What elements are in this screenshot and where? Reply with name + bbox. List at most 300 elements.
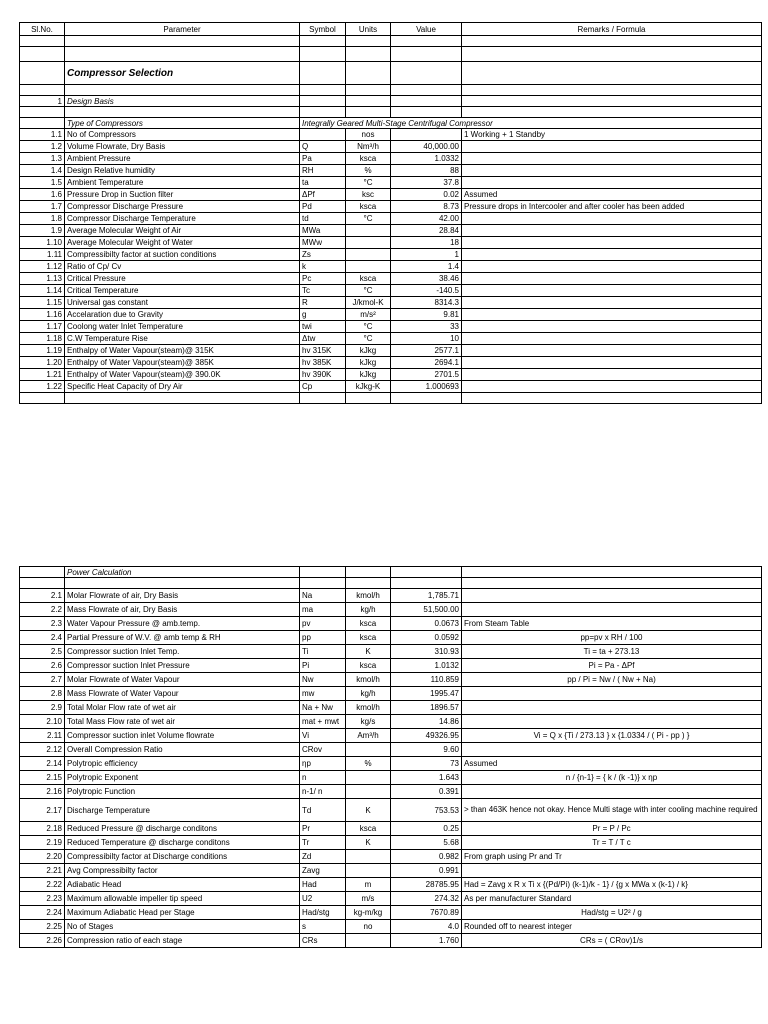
remarks-cell: Rounded off to nearest integer xyxy=(462,920,762,934)
parameter-cell: Coolong water Inlet Temperature xyxy=(65,321,300,333)
header-value: Value xyxy=(391,23,462,36)
row-number: 1.11 xyxy=(20,249,65,261)
units-cell: nos xyxy=(346,129,391,141)
value-cell: 274.32 xyxy=(391,892,462,906)
row-number: 2.20 xyxy=(20,850,65,864)
remarks-cell: Assumed xyxy=(462,757,762,771)
parameter-cell: Polytropic Exponent xyxy=(65,771,300,785)
value-cell: 5.68 xyxy=(391,836,462,850)
row-number: 1.17 xyxy=(20,321,65,333)
value-cell: 2694.1 xyxy=(391,357,462,369)
remarks-cell xyxy=(462,381,762,393)
row-number: 2.3 xyxy=(20,617,65,631)
parameter-cell: Compressor suction inlet Volume flowrate xyxy=(65,729,300,743)
table-row xyxy=(20,799,762,822)
value-cell: 2577.1 xyxy=(391,345,462,357)
remarks-cell: Pi = Pa - ΔPf xyxy=(462,659,762,673)
table-row xyxy=(20,617,762,631)
parameter-cell: Accelaration due to Gravity xyxy=(65,309,300,321)
parameter-cell: Ambient Temperature xyxy=(65,177,300,189)
blank-row xyxy=(20,393,762,404)
remarks-cell xyxy=(462,273,762,285)
row-number: 1.8 xyxy=(20,213,65,225)
table-row xyxy=(20,141,762,153)
table-row xyxy=(20,345,762,357)
symbol-cell: RH xyxy=(300,165,346,177)
compressor-type-label: Type of Compressors xyxy=(65,118,300,129)
blank-row xyxy=(20,107,762,118)
row-number: 2.22 xyxy=(20,878,65,892)
value-cell: 1.4 xyxy=(391,261,462,273)
units-cell: ksca xyxy=(346,631,391,645)
remarks-cell xyxy=(462,285,762,297)
symbol-cell: CRs xyxy=(300,934,346,948)
value-cell: 1.643 xyxy=(391,771,462,785)
row-number: 2.25 xyxy=(20,920,65,934)
table-row xyxy=(20,309,762,321)
design-basis-number: 1 xyxy=(20,96,65,107)
value-cell: 88 xyxy=(391,165,462,177)
value-cell: 1896.57 xyxy=(391,701,462,715)
symbol-cell: n xyxy=(300,771,346,785)
remarks-cell xyxy=(462,785,762,799)
units-cell: ksca xyxy=(346,822,391,836)
units-cell xyxy=(346,237,391,249)
value-cell: 753.53 xyxy=(391,799,462,822)
units-cell: ksca xyxy=(346,153,391,165)
value-cell: 1.0332 xyxy=(391,153,462,165)
table-row xyxy=(20,701,762,715)
parameter-cell: Polytropic Function xyxy=(65,785,300,799)
table-row xyxy=(20,153,762,165)
remarks-cell: pp / Pi = Nw / ( Nw + Na) xyxy=(462,673,762,687)
symbol-cell: g xyxy=(300,309,346,321)
symbol-cell: MWa xyxy=(300,225,346,237)
remarks-cell xyxy=(462,701,762,715)
parameter-cell: Molar Flowrate of Water Vapour xyxy=(65,673,300,687)
symbol-cell: twi xyxy=(300,321,346,333)
value-cell: 38.46 xyxy=(391,273,462,285)
symbol-cell: Na xyxy=(300,589,346,603)
row-number: 2.14 xyxy=(20,757,65,771)
header-row xyxy=(20,23,762,36)
units-cell xyxy=(346,864,391,878)
symbol-cell: hv 315K xyxy=(300,345,346,357)
table-row xyxy=(20,729,762,743)
parameter-cell: Mass Flowrate of air, Dry Basis xyxy=(65,603,300,617)
blank-row xyxy=(20,47,762,62)
units-cell xyxy=(346,249,391,261)
symbol-cell: hv 390K xyxy=(300,369,346,381)
row-number: 1.3 xyxy=(20,153,65,165)
blank-row xyxy=(20,578,762,589)
units-cell: m/s xyxy=(346,892,391,906)
value-cell: 9.81 xyxy=(391,309,462,321)
units-cell: kg/h xyxy=(346,687,391,701)
parameter-cell: Polytropic efficiency xyxy=(65,757,300,771)
parameter-cell: Average Molecular Weight of Air xyxy=(65,225,300,237)
symbol-cell: pv xyxy=(300,617,346,631)
row-number: 1.18 xyxy=(20,333,65,345)
parameter-cell: Discharge Temperature xyxy=(65,799,300,822)
units-cell: K xyxy=(346,799,391,822)
row-number: 2.12 xyxy=(20,743,65,757)
blank-row xyxy=(20,85,762,96)
table-row xyxy=(20,589,762,603)
units-cell: no xyxy=(346,920,391,934)
units-cell: kmol/h xyxy=(346,701,391,715)
table-row xyxy=(20,771,762,785)
value-cell: 33 xyxy=(391,321,462,333)
row-number: 1.13 xyxy=(20,273,65,285)
value-cell: 8.73 xyxy=(391,201,462,213)
value-cell: 14.86 xyxy=(391,715,462,729)
symbol-cell: MWw xyxy=(300,237,346,249)
parameter-cell: Reduced Temperature @ discharge conditons xyxy=(65,836,300,850)
row-number: 1.2 xyxy=(20,141,65,153)
units-cell: kg-m/kg xyxy=(346,906,391,920)
row-number: 2.19 xyxy=(20,836,65,850)
units-cell: °C xyxy=(346,321,391,333)
symbol-cell xyxy=(300,129,346,141)
symbol-cell: ma xyxy=(300,603,346,617)
parameter-cell: Compressor Discharge Pressure xyxy=(65,201,300,213)
remarks-cell xyxy=(462,687,762,701)
table-row xyxy=(20,603,762,617)
remarks-cell: CRs = ( CRov)1/s xyxy=(462,934,762,948)
row-number: 2.15 xyxy=(20,771,65,785)
units-cell: kmol/h xyxy=(346,589,391,603)
table-row xyxy=(20,165,762,177)
symbol-cell: Td xyxy=(300,799,346,822)
power-calculation-table xyxy=(19,566,762,948)
remarks-cell xyxy=(462,357,762,369)
symbol-cell: Zs xyxy=(300,249,346,261)
compressor-type-value: Integrally Geared Multi-Stage Centrifugal Compressor xyxy=(300,118,762,129)
row-number: 1.16 xyxy=(20,309,65,321)
value-cell: 1995.47 xyxy=(391,687,462,701)
table-row xyxy=(20,673,762,687)
value-cell: 1 xyxy=(391,249,462,261)
row-number: 2.26 xyxy=(20,934,65,948)
units-cell: °C xyxy=(346,333,391,345)
parameter-cell: Avg Compressibilty factor xyxy=(65,864,300,878)
units-cell: ksca xyxy=(346,659,391,673)
remarks-cell xyxy=(462,743,762,757)
parameter-cell: Compression ratio of each stage xyxy=(65,934,300,948)
parameter-cell: Enthalpy of Water Vapour(steam)@ 385K xyxy=(65,357,300,369)
parameter-cell: Pressure Drop in Suction filter xyxy=(65,189,300,201)
table-row xyxy=(20,715,762,729)
parameter-cell: Enthalpy of Water Vapour(steam)@ 390.0K xyxy=(65,369,300,381)
row-number: 1.15 xyxy=(20,297,65,309)
parameter-cell: Ambient Pressure xyxy=(65,153,300,165)
parameter-cell: Reduced Pressure @ discharge conditons xyxy=(65,822,300,836)
table-row xyxy=(20,878,762,892)
value-cell: 10 xyxy=(391,333,462,345)
symbol-cell: Zd xyxy=(300,850,346,864)
value-cell: -140.5 xyxy=(391,285,462,297)
remarks-cell xyxy=(462,603,762,617)
units-cell: m/s² xyxy=(346,309,391,321)
value-cell: 1.0132 xyxy=(391,659,462,673)
row-number: 2.21 xyxy=(20,864,65,878)
units-cell xyxy=(346,225,391,237)
remarks-cell xyxy=(462,177,762,189)
units-cell: Am³/h xyxy=(346,729,391,743)
remarks-cell: Pressure drops in Intercooler and after cooler has been added xyxy=(462,201,762,213)
value-cell: 0.02 xyxy=(391,189,462,201)
remarks-cell xyxy=(462,864,762,878)
symbol-cell: Q xyxy=(300,141,346,153)
symbol-cell: Nw xyxy=(300,673,346,687)
row-number: 1.4 xyxy=(20,165,65,177)
row-number: 1.1 xyxy=(20,129,65,141)
table-row xyxy=(20,785,762,799)
row-number: 2.9 xyxy=(20,701,65,715)
remarks-cell xyxy=(462,333,762,345)
symbol-cell: hv 385K xyxy=(300,357,346,369)
table-row xyxy=(20,757,762,771)
symbol-cell: Tc xyxy=(300,285,346,297)
row-number: 1.5 xyxy=(20,177,65,189)
row-number: 1.12 xyxy=(20,261,65,273)
parameter-cell: Design Relative humidity xyxy=(65,165,300,177)
remarks-cell xyxy=(462,249,762,261)
units-cell: °C xyxy=(346,213,391,225)
parameter-cell: Ratio of Cp/ Cv xyxy=(65,261,300,273)
remarks-cell xyxy=(462,589,762,603)
symbol-cell: mat + mwt xyxy=(300,715,346,729)
symbol-cell: Pa xyxy=(300,153,346,165)
parameter-cell: Compressor Discharge Temperature xyxy=(65,213,300,225)
parameter-cell: No of Stages xyxy=(65,920,300,934)
symbol-cell: Pr xyxy=(300,822,346,836)
value-cell: 49326.95 xyxy=(391,729,462,743)
row-number: 2.11 xyxy=(20,729,65,743)
row-number: 2.16 xyxy=(20,785,65,799)
value-cell: 1,785.71 xyxy=(391,589,462,603)
table-row xyxy=(20,201,762,213)
parameter-cell: Water Vapour Pressure @ amb.temp. xyxy=(65,617,300,631)
parameter-cell: Overall Compression Ratio xyxy=(65,743,300,757)
parameter-cell: Compressor suction Inlet Temp. xyxy=(65,645,300,659)
row-number: 1.10 xyxy=(20,237,65,249)
table-row xyxy=(20,177,762,189)
units-cell: J/kmol-K xyxy=(346,297,391,309)
table-row xyxy=(20,381,762,393)
symbol-cell: CRov xyxy=(300,743,346,757)
row-number: 2.24 xyxy=(20,906,65,920)
value-cell: 0.0673 xyxy=(391,617,462,631)
row-number: 2.10 xyxy=(20,715,65,729)
parameter-cell: Mass Flowrate of Water Vapour xyxy=(65,687,300,701)
remarks-cell: n / {n-1} = { k / (k -1)} x ηp xyxy=(462,771,762,785)
units-cell: Nm³/h xyxy=(346,141,391,153)
units-cell: % xyxy=(346,757,391,771)
remarks-cell xyxy=(462,213,762,225)
table-row xyxy=(20,213,762,225)
units-cell: kmol/h xyxy=(346,673,391,687)
remarks-cell: Ti = ta + 273.13 xyxy=(462,645,762,659)
units-cell xyxy=(346,850,391,864)
remarks-cell: From graph using Pr and Tr xyxy=(462,850,762,864)
units-cell: ksca xyxy=(346,617,391,631)
table-row xyxy=(20,297,762,309)
remarks-cell: Had/stg = U2² / g xyxy=(462,906,762,920)
value-cell: 8314.3 xyxy=(391,297,462,309)
units-cell: kJkg xyxy=(346,345,391,357)
units-cell: °C xyxy=(346,177,391,189)
header-parameter: Parameter xyxy=(65,23,300,36)
remarks-cell xyxy=(462,297,762,309)
parameter-cell: Enthalpy of Water Vapour(steam)@ 315K xyxy=(65,345,300,357)
parameter-cell: Adiabatic Head xyxy=(65,878,300,892)
blank-row xyxy=(20,36,762,47)
remarks-cell: > than 463K hence not okay. Hence Multi stage with inter cooling machine required xyxy=(462,799,762,822)
row-number: 2.2 xyxy=(20,603,65,617)
row-number: 2.8 xyxy=(20,687,65,701)
row-number: 1.21 xyxy=(20,369,65,381)
units-cell: kJkg-K xyxy=(346,381,391,393)
row-number: 1.6 xyxy=(20,189,65,201)
units-cell xyxy=(346,743,391,757)
table-row xyxy=(20,659,762,673)
remarks-cell xyxy=(462,345,762,357)
table-row xyxy=(20,237,762,249)
parameter-cell: Critical Pressure xyxy=(65,273,300,285)
row-number: 2.18 xyxy=(20,822,65,836)
compressor-type-row xyxy=(20,118,762,129)
symbol-cell: Tr xyxy=(300,836,346,850)
parameter-cell: Maximum Adiabatic Head per Stage xyxy=(65,906,300,920)
symbol-cell: Na + Nw xyxy=(300,701,346,715)
row-number: 1.14 xyxy=(20,285,65,297)
value-cell: 0.25 xyxy=(391,822,462,836)
symbol-cell: ta xyxy=(300,177,346,189)
parameter-cell: C.W Temperature Rise xyxy=(65,333,300,345)
symbol-cell: Had/stg xyxy=(300,906,346,920)
parameter-cell: Total Mass Flow rate of wet air xyxy=(65,715,300,729)
section-title-row xyxy=(20,62,762,85)
row-number: 2.1 xyxy=(20,589,65,603)
table-row xyxy=(20,631,762,645)
value-cell: 7670.89 xyxy=(391,906,462,920)
table-row xyxy=(20,906,762,920)
table-row xyxy=(20,321,762,333)
header-symbol: Symbol xyxy=(300,23,346,36)
units-cell: K xyxy=(346,645,391,659)
symbol-cell: k xyxy=(300,261,346,273)
table-row xyxy=(20,261,762,273)
units-cell: m xyxy=(346,878,391,892)
remarks-cell xyxy=(462,715,762,729)
section-title-row xyxy=(20,567,762,578)
value-cell: 28785.95 xyxy=(391,878,462,892)
header-slno: Sl.No. xyxy=(20,23,65,36)
symbol-cell: ηp xyxy=(300,757,346,771)
parameter-cell: Total Molar Flow rate of wet air xyxy=(65,701,300,715)
compressor-selection-table xyxy=(19,22,762,404)
symbol-cell: Vi xyxy=(300,729,346,743)
table-row xyxy=(20,864,762,878)
row-number: 1.19 xyxy=(20,345,65,357)
table-row xyxy=(20,129,762,141)
row-number: 2.5 xyxy=(20,645,65,659)
remarks-cell xyxy=(462,309,762,321)
parameter-cell: Critical Temperature xyxy=(65,285,300,297)
units-cell: kg/h xyxy=(346,603,391,617)
table-row xyxy=(20,249,762,261)
units-cell: % xyxy=(346,165,391,177)
symbol-cell: Cp xyxy=(300,381,346,393)
table-row xyxy=(20,934,762,948)
symbol-cell: Pd xyxy=(300,201,346,213)
units-cell: °C xyxy=(346,285,391,297)
row-number: 2.4 xyxy=(20,631,65,645)
remarks-cell: As per manufacturer Standard xyxy=(462,892,762,906)
units-cell: ksca xyxy=(346,273,391,285)
parameter-cell: Universal gas constant xyxy=(65,297,300,309)
table-row xyxy=(20,850,762,864)
units-cell: ksc xyxy=(346,189,391,201)
section-title: Compressor Selection xyxy=(65,62,300,85)
parameter-cell: Partial Pressure of W.V. @ amb temp & RH xyxy=(65,631,300,645)
remarks-cell: Vi = Q x {Ti / 273.13 } x {1.0334 / ( Pi - pp ) } xyxy=(462,729,762,743)
units-cell xyxy=(346,771,391,785)
parameter-cell: Compressibilty factor at suction conditions xyxy=(65,249,300,261)
value-cell: 0.982 xyxy=(391,850,462,864)
remarks-cell: Pr = P / Pc xyxy=(462,822,762,836)
table-row xyxy=(20,920,762,934)
parameter-cell: Compressor suction Inlet Pressure xyxy=(65,659,300,673)
symbol-cell: pp xyxy=(300,631,346,645)
units-cell: kJkg xyxy=(346,357,391,369)
symbol-cell: n-1/ n xyxy=(300,785,346,799)
symbol-cell: Δtw xyxy=(300,333,346,345)
remarks-cell xyxy=(462,237,762,249)
table-row xyxy=(20,369,762,381)
units-cell: kg/s xyxy=(346,715,391,729)
table-row xyxy=(20,357,762,369)
value-cell: 1.000693 xyxy=(391,381,462,393)
units-cell xyxy=(346,785,391,799)
parameter-cell: Compressibilty factor at Discharge conditions xyxy=(65,850,300,864)
table-row xyxy=(20,645,762,659)
symbol-cell: Zavg xyxy=(300,864,346,878)
value-cell: 18 xyxy=(391,237,462,249)
remarks-cell xyxy=(462,165,762,177)
row-number: 2.6 xyxy=(20,659,65,673)
value-cell: 0.391 xyxy=(391,785,462,799)
row-number: 2.7 xyxy=(20,673,65,687)
value-cell: 42.00 xyxy=(391,213,462,225)
remarks-cell: Assumed xyxy=(462,189,762,201)
remarks-cell: From Steam Table xyxy=(462,617,762,631)
remarks-cell xyxy=(462,321,762,333)
value-cell: 28.84 xyxy=(391,225,462,237)
row-number: 2.23 xyxy=(20,892,65,906)
table-row xyxy=(20,189,762,201)
row-number: 1.20 xyxy=(20,357,65,369)
table-row xyxy=(20,743,762,757)
value-cell: 110.859 xyxy=(391,673,462,687)
remarks-cell: 1 Working + 1 Standby xyxy=(462,129,762,141)
row-number: 1.22 xyxy=(20,381,65,393)
units-cell: ksca xyxy=(346,201,391,213)
value-cell: 37.8 xyxy=(391,177,462,189)
remarks-cell xyxy=(462,153,762,165)
